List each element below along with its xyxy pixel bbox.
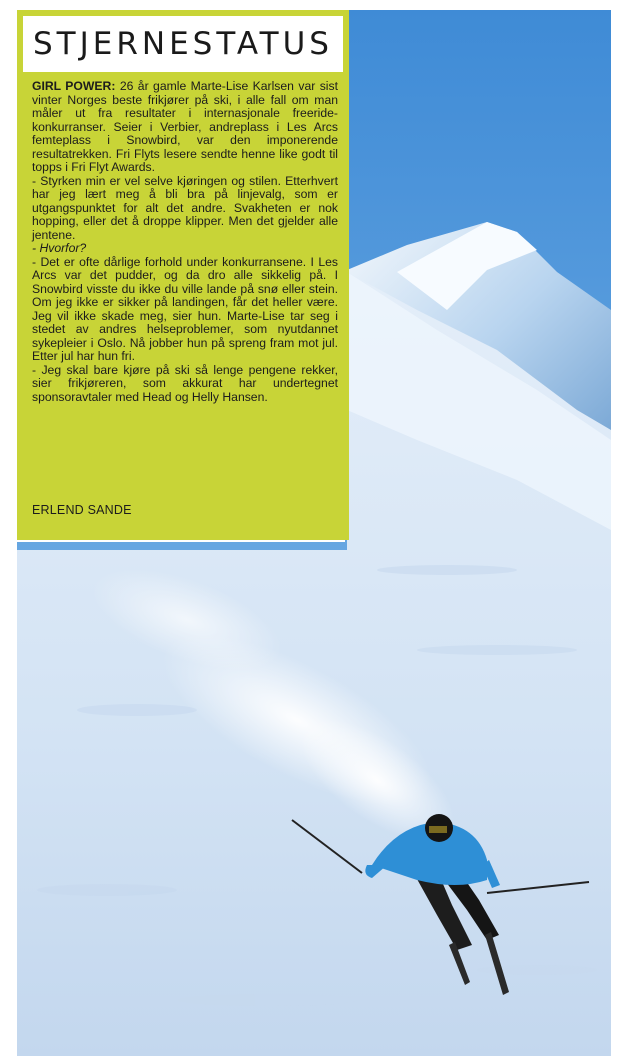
kicker: GIRL POWER: bbox=[32, 79, 116, 93]
byline: ERLEND SANDE bbox=[32, 503, 132, 517]
article-background bbox=[17, 10, 349, 540]
quote-paragraph: - Styrken min er vel selve kjøringen og stilen. Etterhvert har jeg lært meg å bli bra på linjevalg, som er utgangspunktet for alt det andre. Svakheten er nok hopping, eller det å droppe klipper. Men det gjelder alle jentene. bbox=[32, 173, 338, 242]
title-box bbox=[23, 16, 343, 72]
answer-paragraph: - Det er ofte dårlige forhold under konkurransene. I Les Arcs var det pudder, og da dro alle sikkelig på. I Snowbird visste du ikke du ville lande på snø eller stein. Om jeg ikke er sikker på landingen, får det heller være. Jeg vil ikke skade meg, sier hun. Marte-Lise tar seg i stedet av andres helseproblemer, som nyutdannet sykepleier i Oslo. Nå jobber hun på spreng fram mot jul. Etter jul har hun fri. bbox=[32, 254, 338, 363]
intro-paragraph bbox=[32, 80, 338, 175]
intro-text: 26 år gamle Marte-Lise Karlsen var sist vinter Norges beste frikjører på ski, i alle fall om man måler ut fra resultater i internasjonale freeride-konkurranser. Seier i Verbier, andreplass i Les Arcs femteplass i Snowbird, var den imponerende resultatrekken. Fri Flyts lesere sendte henne like godt til topps i Fri Flyt Awards. bbox=[32, 79, 338, 174]
closing-paragraph: - Jeg skal bare kjøre på ski så lenge pengene rekker, sier frikjøreren, som akkurat har undertegnet sponsoravtaler med Head og Helly Hansen. bbox=[32, 362, 338, 404]
headline: STJERNESTATUS bbox=[33, 26, 333, 62]
question: - Hvorfor? bbox=[32, 241, 87, 255]
article-panel bbox=[17, 10, 345, 542]
article-body bbox=[32, 80, 338, 404]
